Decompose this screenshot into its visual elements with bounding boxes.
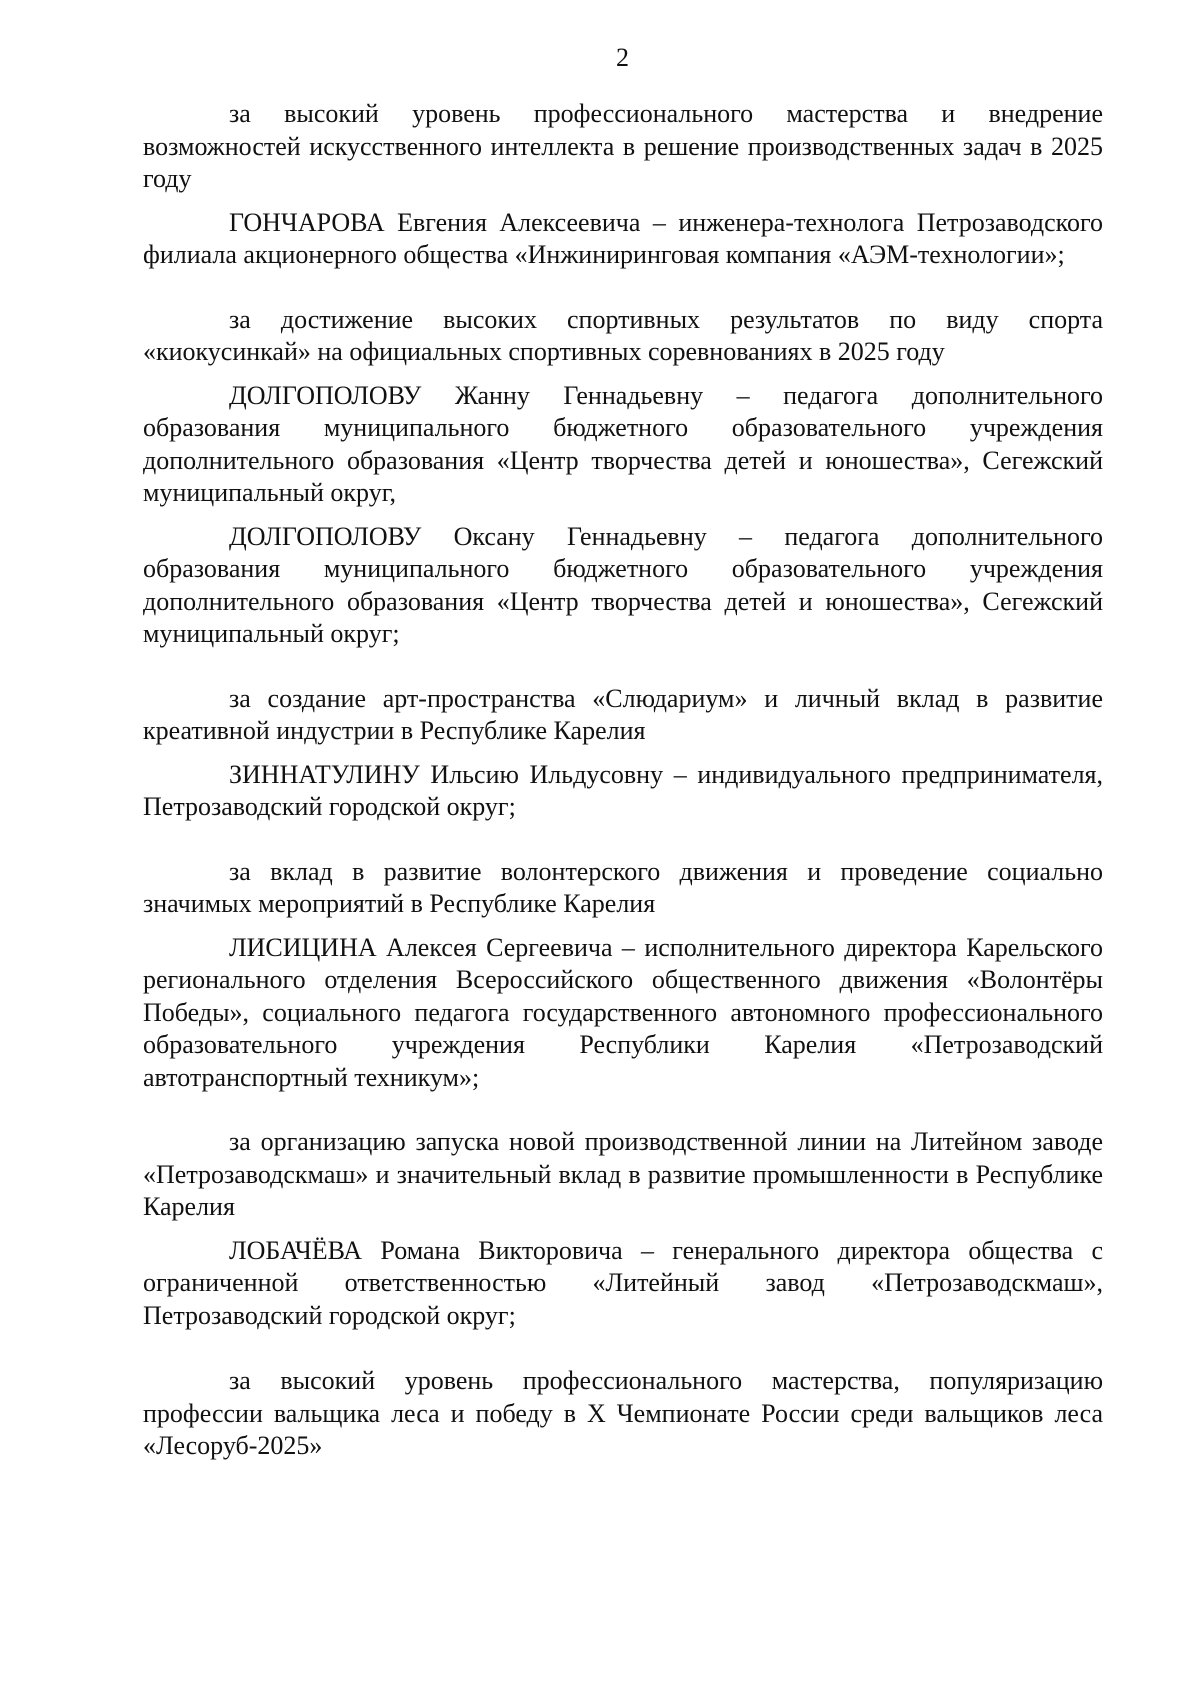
document-body (143, 98, 1103, 1463)
awardee-dolgopolova-oksana: ДОЛГОПОЛОВУ Оксану Геннадьевну – педагога дополнительного образования муниципального бюджетного образовательного учреждения дополнительного образования «Центр творчества детей и юношества», Сегежский муниципальный округ; (143, 521, 1103, 648)
spacer (143, 921, 1103, 932)
section-spacer (143, 1094, 1103, 1126)
section-spacer (143, 1332, 1103, 1365)
section-spacer (143, 272, 1103, 304)
spacer (143, 748, 1103, 759)
section-spacer (143, 651, 1103, 683)
awardee-goncharov: ГОНЧАРОВА Евгения Алексеевича – инженера-технолога Петрозаводского филиала акционерного общества «Инжиниринговая компания «АЭМ-технологии»; (143, 207, 1103, 269)
awardee-dolgopolova-zhanna: ДОЛГОПОЛОВУ Жанну Геннадьевну – педагога дополнительного образования муниципального бюджетного образовательного учреждения дополнительного образования «Центр творчества детей и юношества», Сегежский муниципальный округ, (143, 380, 1103, 507)
page-number: 2 (616, 43, 629, 72)
awardee-lisitsin: ЛИСИЦИНА Алексея Сергеевича – исполнительного директора Карельского регионального отделения Всероссийского общественного движения «Волонтёры Победы», социального педагога государственного автономного профессионального образовательного учреждения Республики Карелия «Петрозаводский автотранспортный техникум»; (143, 932, 1103, 1092)
spacer (143, 1224, 1103, 1235)
section-spacer (143, 824, 1103, 856)
award-reason-art-space: за создание арт-пространства «Слюдариум» и личный вклад в развитие креативной индустрии в Республике Карелия (143, 683, 1103, 745)
awardee-lobachev: ЛОБАЧЁВА Романа Викторовича – генерального директора общества с ограниченной ответственностью «Литейный завод «Петрозаводскмаш», Петрозаводский городской округ; (143, 1235, 1103, 1330)
award-reason-volunteer: за вклад в развитие волонтерского движения и проведение социально значимых мероприятий в Республике Карелия (143, 856, 1103, 918)
award-reason-ai: за высокий уровень профессионального мастерства и внедрение возможностей искусственного интеллекта в решение производственных задач в 2025 году (143, 99, 1103, 193)
spacer (143, 510, 1103, 521)
award-reason-kyokushin: за достижение высоких спортивных результатов по виду спорта «киокусинкай» на официальных спортивных соревнованиях в 2025 году (143, 304, 1103, 366)
award-reason-foundry: за организацию запуска новой производственной линии на Литейном заводе «Петрозаводскмаш» и значительный вклад в развитие промышленности в Республике Карелия (143, 1127, 1103, 1221)
spacer (143, 369, 1103, 380)
award-reason-lumberjack: за высокий уровень профессионального мастерства, популяризацию профессии вальщика леса и победу в Х Чемпионате России среди вальщиков леса «Лесоруб-2025» (143, 1366, 1103, 1460)
spacer (143, 196, 1103, 207)
awardee-zinnatulina: ЗИННАТУЛИНУ Ильсию Ильдусовну – индивидуального предпринимателя, Петрозаводский городской округ; (143, 759, 1103, 821)
